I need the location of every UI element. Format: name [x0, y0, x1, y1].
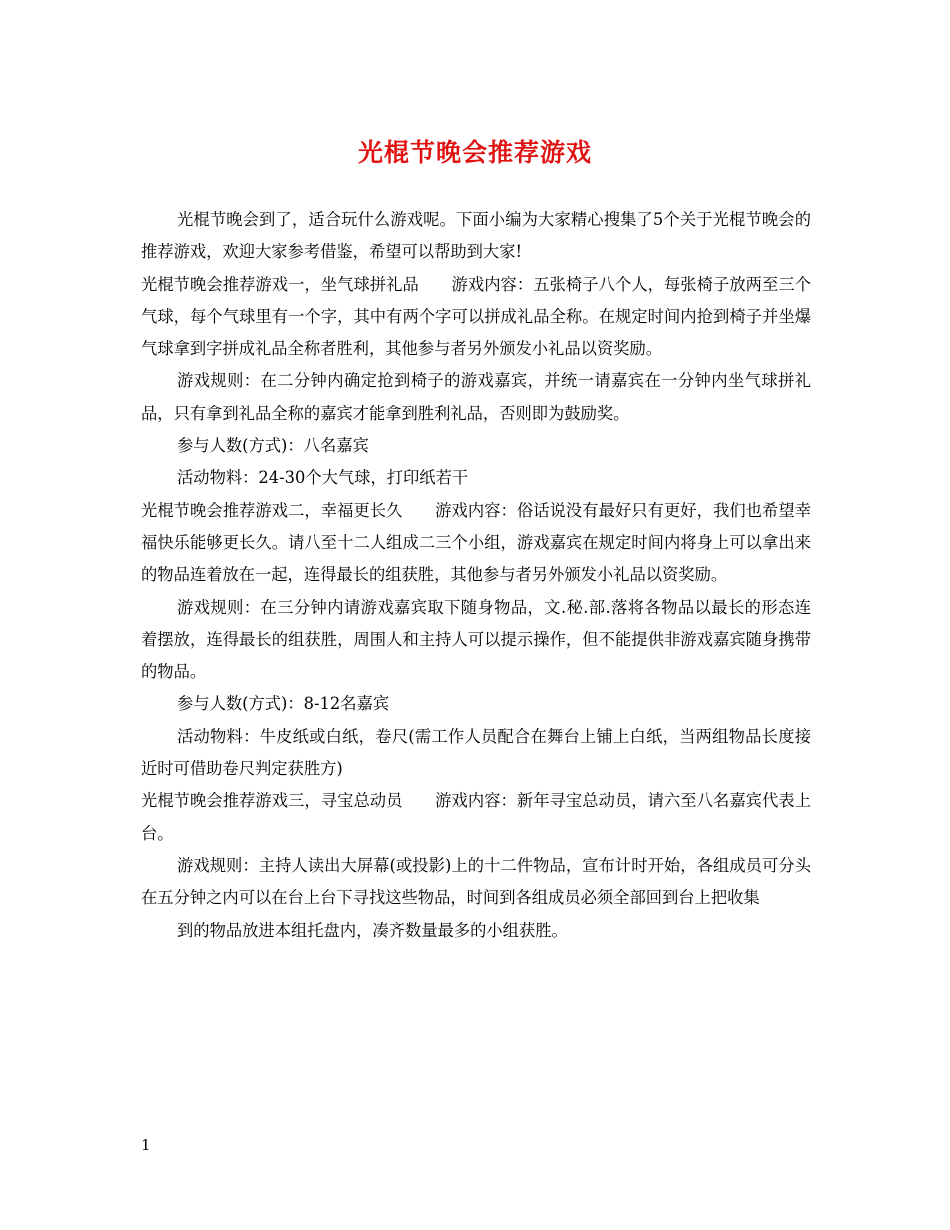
paragraph-game-two-participants: 参与人数(方式)：8-12名嘉宾 [177, 694, 390, 714]
document-body [141, 204, 811, 947]
page-number: 1 [141, 1136, 151, 1154]
paragraph-game-two-heading: 光棍节晚会推荐游戏二，幸福更长久 游戏内容：俗话说没有最好只有更好，我们也希望幸福快乐能够更长久。请八至十二人组成二三个小组，游戏嘉宾在规定时间内将身上可以拿出来的物品连着放在一起，连得最长的组获胜，其他参与者另外颁发小礼品以资奖励。 [141, 500, 811, 585]
paragraph-game-three-rules-continued: 到的物品放进本组托盘内，凑齐数量最多的小组获胜。 [177, 920, 568, 940]
paragraph-game-three-rules: 游戏规则：主持人读出大屏幕(或投影)上的十二件物品，宣布计时开始，各组成员可分头在五分钟之内可以在台上台下寻找这些物品，时间到各组成员必须全部回到台上把收集 [141, 855, 811, 908]
paragraph-game-three-heading: 光棍节晚会推荐游戏三，寻宝总动员 游戏内容：新年寻宝总动员，请六至八名嘉宾代表上台。 [141, 791, 811, 843]
paragraph-game-one-participants: 参与人数(方式)：八名嘉宾 [177, 436, 369, 456]
paragraph-game-two-rules: 游戏规则：在三分钟内请游戏嘉宾取下随身物品，文.秘.部.落将各物品以最长的形态连着摆放，连得最长的组获胜，周围人和主持人可以提示操作，但不能提供非游戏嘉宾随身携带的物品。 [141, 597, 811, 682]
paragraph-game-two-materials: 活动物料：牛皮纸或白纸，卷尺(需工作人员配合在舞台上铺上白纸，当两组物品长度接近时可借助卷尺判定获胜方) [141, 726, 811, 779]
paragraph-game-one-materials: 活动物料：24-30个大气球，打印纸若干 [177, 468, 469, 488]
paragraph-game-one-heading: 光棍节晚会推荐游戏一，坐气球拼礼品 游戏内容：五张椅子八个人，每张椅子放两至三个气球，每个气球里有一个字，其中有两个字可以拼成礼品全称。在规定时间内抢到椅子并坐爆气球拿到字拼成礼品全称者胜利，其他参与者另外颁发小礼品以资奖励。 [141, 274, 811, 359]
paragraph-intro: 光棍节晚会到了，适合玩什么游戏呢。下面小编为大家精心搜集了5个关于光棍节晚会的推荐游戏，欢迎大家参考借鉴，希望可以帮助到大家! [141, 210, 811, 262]
document-title: 光棍节晚会推荐游戏 [357, 138, 592, 167]
paragraph-game-one-rules: 游戏规则：在二分钟内确定抢到椅子的游戏嘉宾，并统一请嘉宾在一分钟内坐气球拼礼品，只有拿到礼品全称的嘉宾才能拿到胜利礼品，否则即为鼓励奖。 [141, 371, 811, 423]
